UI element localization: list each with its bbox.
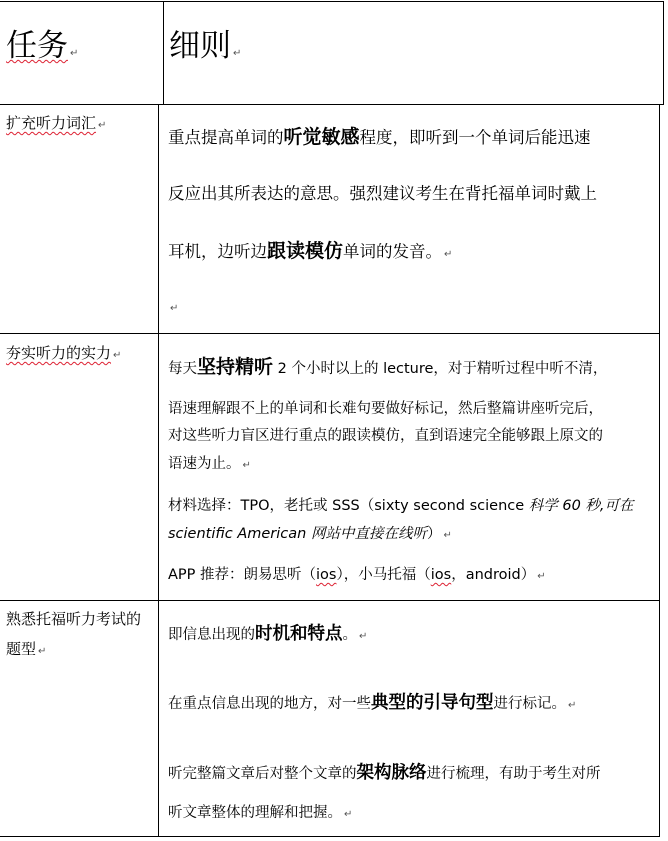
- table-border-bottom: [0, 836, 660, 837]
- row3-line4: 听文章整体的理解和把握。 ↵: [168, 805, 353, 821]
- header-detail: 细则 ↵: [169, 28, 242, 64]
- row3-task-cont: 题型 ↵: [6, 640, 47, 658]
- row2-bottom: [0, 600, 660, 601]
- header-task: 任务 ↵: [6, 28, 79, 64]
- row3-line1: 即信息出现的时机和特点。 ↵: [168, 624, 368, 644]
- row2-line4: 语速为止。 ↵: [168, 456, 251, 472]
- row1-task: 扩充听力词汇 ↵: [6, 114, 107, 132]
- row2-line1: 每天坚持精听 2 个小时以上的 lecture，对于精听过程中听不清，: [168, 356, 608, 378]
- row2-materials-cont: scientific American 网站中直接在线听） ↵: [168, 526, 452, 542]
- row1-bottom: [0, 333, 660, 334]
- header-right-border: [663, 1, 664, 104]
- row1-empty-paragraph: ↵: [170, 303, 179, 314]
- row2-line2: 语速理解跟不上的单词和长难句要做好标记，然后整篇讲座听完后，: [168, 401, 603, 417]
- row1-line2: 反应出其所表达的意思。强烈建议考生在背托福单词时戴上: [168, 184, 597, 203]
- table-border-top: [0, 1, 664, 2]
- header-row-bottom: [0, 104, 664, 105]
- column-divider: [158, 104, 159, 837]
- row2-materials: 材料选择：TPO，老托或 SSS（sixty second science 科学 60 秒,可在: [168, 498, 634, 514]
- row1-line1: 重点提高单词的听觉敏感程度，即听到一个单词后能迅速: [168, 126, 591, 148]
- row3-task: 熟悉托福听力考试的: [6, 610, 142, 628]
- row3-line2: 在重点信息出现的地方，对一些典型的引导句型进行标记。 ↵: [168, 693, 577, 713]
- row2-line3: 对这些听力盲区进行重点的跟读模仿，直到语速完全能够跟上原文的: [168, 428, 603, 444]
- row1-line3: 耳机，边听边跟读模仿单词的发音。 ↵: [168, 240, 453, 262]
- row2-app: APP 推荐：朗易思听（ios），小马托福（ios，android） ↵: [168, 567, 546, 583]
- row2-task: 夯实听力的实力 ↵: [6, 344, 122, 362]
- body-right-border: [659, 104, 660, 837]
- row3-line3: 听完整篇文章后对整个文章的架构脉络进行梳理，有助于考生对所: [168, 763, 601, 783]
- header-divider: [163, 1, 164, 104]
